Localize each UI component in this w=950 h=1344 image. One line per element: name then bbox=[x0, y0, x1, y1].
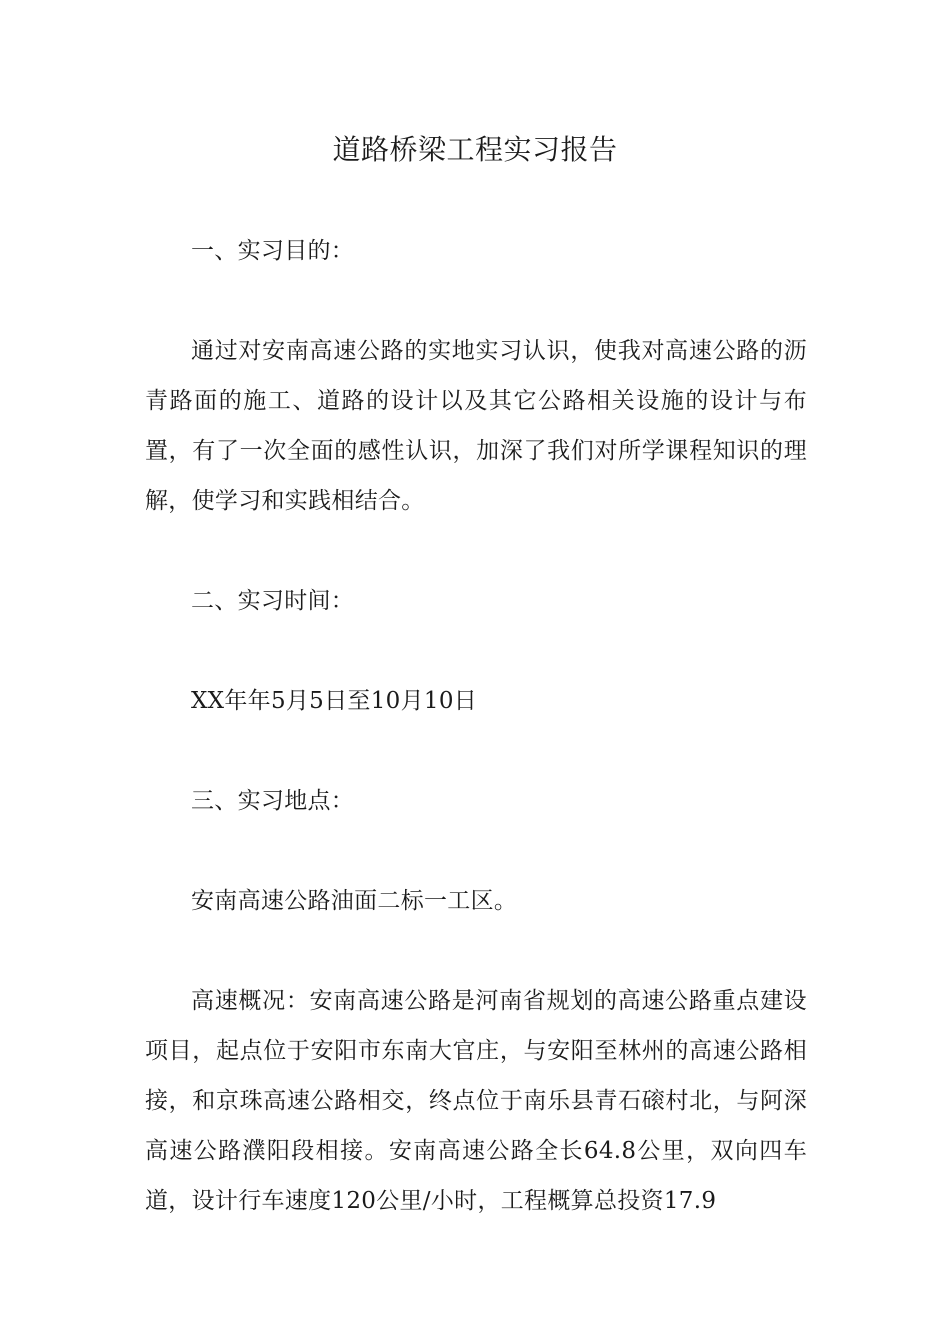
section-heading-location: 三、实习地点： bbox=[191, 788, 355, 814]
paragraph-time: XX年年5月5日至10月10日 bbox=[191, 688, 478, 714]
section-heading-purpose: 一、实习目的： bbox=[191, 238, 355, 264]
paragraph-location: 安南高速公路油面二标一工区。 bbox=[191, 888, 518, 914]
document-body bbox=[145, 226, 807, 1226]
paragraph-spacer bbox=[145, 726, 807, 776]
paragraph-spacer bbox=[145, 276, 807, 326]
paragraph-overview: 高速概况：安南高速公路是河南省规划的高速公路重点建设项目，起点位于安阳市东南大官庄，与安阳至林州的高速公路相接，和京珠高速公路相交，终点位于南乐县青石磙村北，与阿深高速公路濮阳段相接。安南高速公路全长64.8公里，双向四车道，设计行车速度120公里/小时，工程概算总投资17.9 bbox=[145, 988, 807, 1214]
paragraph-spacer bbox=[145, 926, 807, 976]
paragraph-spacer bbox=[145, 626, 807, 676]
document-title: 道路桥梁工程实习报告 bbox=[332, 133, 618, 166]
paragraph-spacer bbox=[145, 526, 807, 576]
paragraph-purpose: 通过对安南高速公路的实地实习认识，使我对高速公路的沥青路面的施工、道路的设计以及其它公路相关设施的设计与布置，有了一次全面的感性认识，加深了我们对所学课程知识的理解，使学习和实践相结合。 bbox=[145, 338, 807, 514]
paragraph-spacer bbox=[145, 826, 807, 876]
section-heading-time: 二、实习时间： bbox=[191, 588, 355, 614]
